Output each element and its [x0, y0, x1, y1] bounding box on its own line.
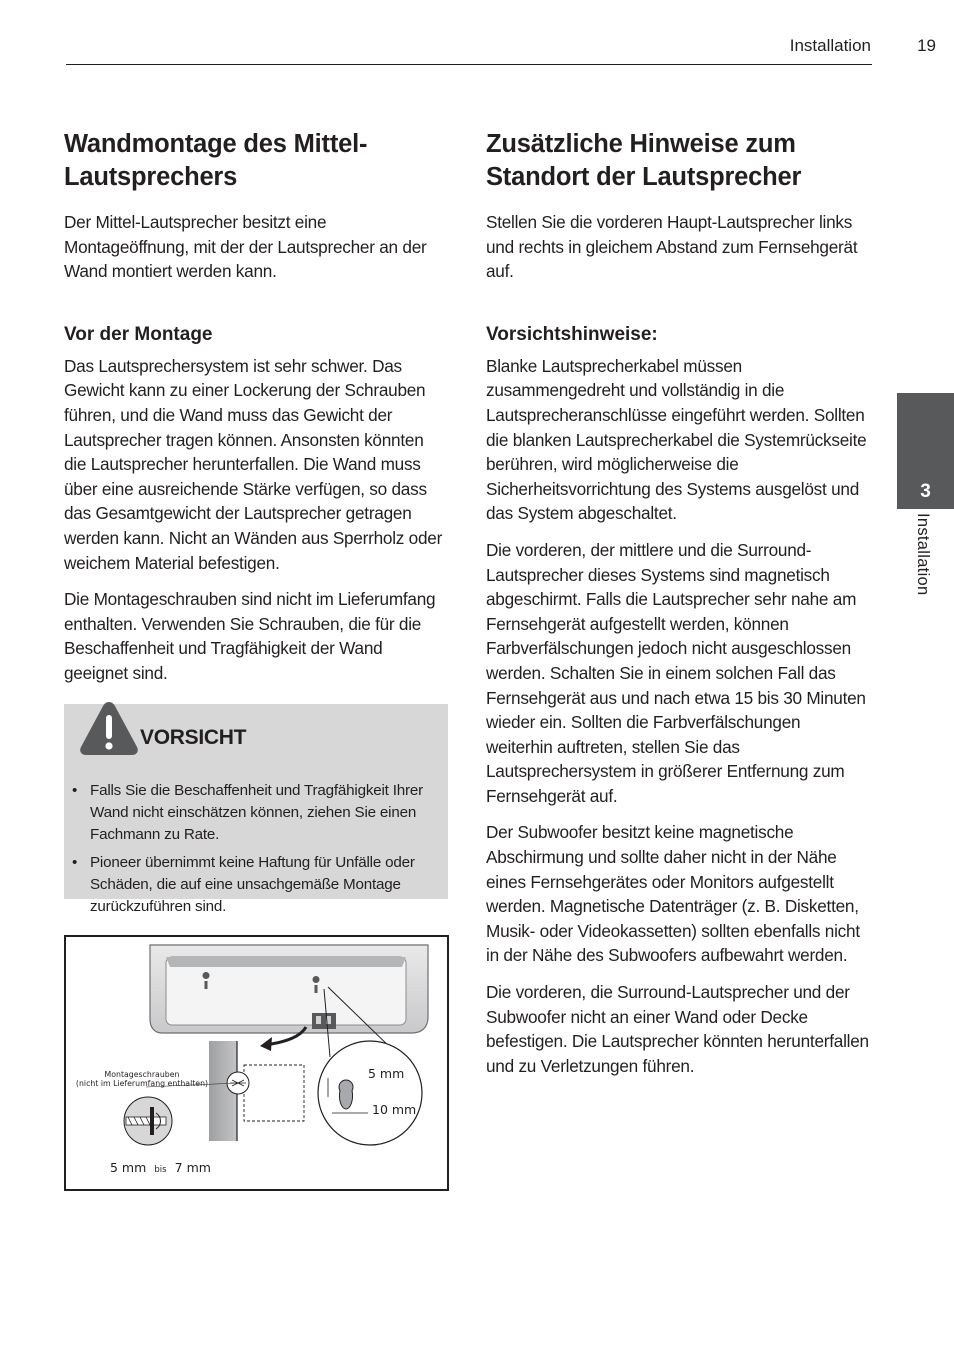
right-column [486, 128, 870, 1090]
caution-box [64, 704, 448, 915]
right-para-3: Der Subwoofer besitzt keine magnetische Abschirmung und sollte daher nicht in der Nähe eines Fernsehgerätes oder Monitors aufgestellt werden. Magnetische Datenträger (z. B. Disketten, Musik- oder Videokassetten) sollten ebenfalls nicht in der Nähe des Subwoofers aufbewahrt werden. [486, 822, 860, 966]
svg-text:5 mm bis 7 mm [110, 1157, 211, 1176]
right-heading: Zusätzliche Hinweise zum Standort der Lautsprecher [486, 130, 802, 191]
running-header-section: Installation [789, 36, 871, 55]
range-bis: bis [154, 1165, 167, 1175]
caution-title: VORSICHT [140, 725, 247, 749]
range-from: 5 mm [110, 1160, 147, 1175]
left-para-2: Die Montageschrauben sind nicht im Lieferumfang enthalten. Verwenden Sie Schrauben, die für die Beschaffenheit und Tragfähigkeit der Wand geeignet sind. [64, 589, 436, 683]
header-rule [66, 64, 872, 65]
chapter-number: 3 [920, 481, 931, 502]
left-heading: Wandmontage des Mittel-Lautsprechers [64, 130, 368, 191]
caution-item: • Falls Sie die Beschaffenheit und Tragfähigkeit Ihrer Wand nicht einschätzen können, ziehen Sie einen Fachmann zu Rate. [72, 780, 440, 846]
left-intro: Der Mittel-Lautsprecher besitzt eine Montageöffnung, mit der der Lautsprecher an der Wand montiert werden kann. [64, 212, 427, 282]
chapter-label: Installation [914, 513, 932, 596]
right-subheading: Vorsichtshinweise: [486, 323, 658, 345]
warning-icon [77, 699, 141, 757]
page-number: 19 [917, 36, 936, 55]
dimension-5mm: 5 mm [368, 1066, 405, 1081]
right-intro: Stellen Sie die vorderen Haupt-Lautsprecher links und rechts in gleichem Abstand zum Fernsehgerät auf. [486, 212, 858, 282]
right-para-2: Die vorderen, der mittlere und die Surround-Lautsprecher dieses Systems sind magnetisch abgeschirmt. Falls die Lautsprecher sehr nahe am Fernsehgerät aufgestellt werden, können Farbverfälschungen jedoch nicht ausgeschlossen werden. Schalten Sie in einem solchen Fall das Fernsehgerät aus und nach etwa 15 bis 30 Minuten wieder ein. Sollten die Farbverfälschungen weiterhin auftreten, stellen Sie das Lautsprechersystem in größerer Entfernung zum Fernsehgerät auf. [486, 539, 866, 806]
range-to: 7 mm [174, 1160, 211, 1175]
chapter-tab [897, 393, 954, 509]
left-column [64, 128, 448, 915]
right-para-4: Die vorderen, die Surround-Lautsprecher und der Subwoofer nicht an einer Wand oder Decke befestigen. Die Lautsprecher könnten herunterfallen und zu Verletzungen führen. [486, 982, 869, 1076]
caution-item: • Pioneer übernimmt keine Haftung für Unfälle oder Schäden, die auf eine unsachgemäße Montage zurückzuführen sind. [72, 852, 440, 918]
screw-label-line-2: (nicht im Lieferumfang enthalten) [75, 1079, 209, 1088]
caution-list [72, 780, 440, 918]
wall-mount-illustration [64, 935, 449, 1191]
left-subheading: Vor der Montage [64, 323, 213, 345]
keyhole-detail [318, 1041, 422, 1145]
right-para-1: Blanke Lautsprecherkabel müssen zusammengedreht und vollständig in die Lautsprecheranschlüsse eingeführt werden. Sollten die blanken Lautsprecherkabel die Systemrückseite berühren, wird möglicherweise die Sicherheitsvorrichtung des Systems ausgelöst und das System abgeschaltet. [486, 355, 867, 524]
dimension-10mm: 10 mm [372, 1102, 417, 1117]
left-para-1: Das Lautsprechersystem ist sehr schwer. Das Gewicht kann zu einer Lockerung der Schrauben führen, und die Wand muss das Gewicht der Lautsprecher tragen können. Ansonsten könnten die Lautsprecher herunterfallen. Die Wand muss über eine ausreichende Stärke verfügen, so dass das Gesamtgewicht der Lautsprecher getragen werden kann. Nicht an Wänden aus Sperrholz oder weichem Material befestigen. [64, 355, 443, 573]
screw-label-line-1: Montageschrauben [104, 1070, 180, 1079]
